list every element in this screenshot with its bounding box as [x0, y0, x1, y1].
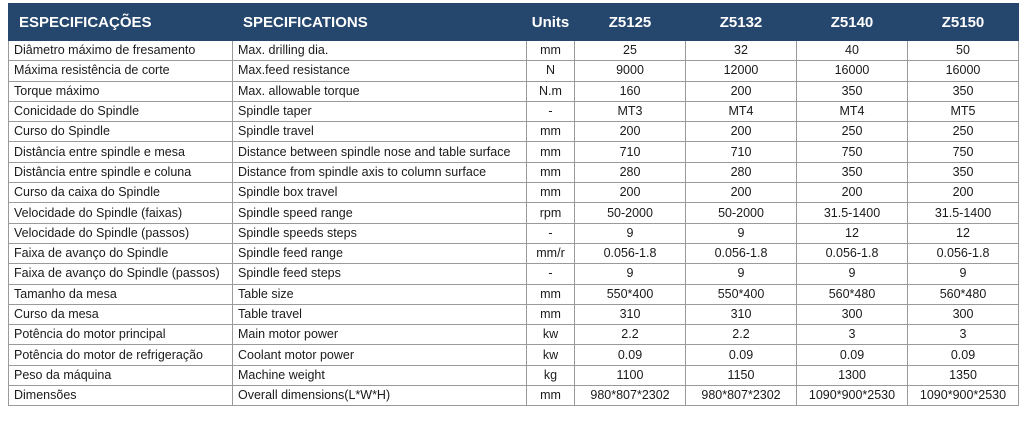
cell-en: Spindle box travel: [233, 183, 527, 203]
cell-unit: N.m: [527, 81, 575, 101]
table-row: [9, 81, 1019, 101]
cell-z5125: 160: [575, 81, 686, 101]
table-row: [9, 61, 1019, 81]
cell-z5150: 3: [908, 325, 1019, 345]
cell-en: Spindle speeds steps: [233, 223, 527, 243]
cell-pt: Torque máximo: [9, 81, 233, 101]
table-row: [9, 162, 1019, 182]
table-row: [9, 345, 1019, 365]
cell-en: Coolant motor power: [233, 345, 527, 365]
cell-en: Max. drilling dia.: [233, 41, 527, 61]
cell-unit: mm: [527, 284, 575, 304]
cell-pt: Velocidade do Spindle (passos): [9, 223, 233, 243]
cell-unit: N: [527, 61, 575, 81]
table-row: [9, 386, 1019, 406]
cell-z5140: 0.056-1.8: [797, 243, 908, 263]
cell-z5125: 980*807*2302: [575, 386, 686, 406]
cell-z5132: 0.056-1.8: [686, 243, 797, 263]
cell-z5125: 9: [575, 223, 686, 243]
cell-en: Main motor power: [233, 325, 527, 345]
cell-z5150: 0.09: [908, 345, 1019, 365]
cell-z5132: 200: [686, 81, 797, 101]
cell-z5132: MT4: [686, 101, 797, 121]
cell-z5150: 300: [908, 304, 1019, 324]
cell-z5140: 31.5-1400: [797, 203, 908, 223]
cell-z5125: MT3: [575, 101, 686, 121]
cell-unit: -: [527, 264, 575, 284]
cell-z5140: 0.09: [797, 345, 908, 365]
cell-z5150: 16000: [908, 61, 1019, 81]
table-row: [9, 284, 1019, 304]
cell-unit: mm: [527, 41, 575, 61]
cell-pt: Faixa de avanço do Spindle: [9, 243, 233, 263]
cell-pt: Potência do motor de refrigeração: [9, 345, 233, 365]
cell-z5125: 0.09: [575, 345, 686, 365]
cell-z5140: 250: [797, 122, 908, 142]
table-row: [9, 203, 1019, 223]
cell-z5125: 1100: [575, 365, 686, 385]
cell-pt: Conicidade do Spindle: [9, 101, 233, 121]
cell-z5140: 40: [797, 41, 908, 61]
cell-z5140: 560*480: [797, 284, 908, 304]
cell-z5150: 31.5-1400: [908, 203, 1019, 223]
header-model-2: Z5132: [686, 4, 797, 41]
cell-pt: Curso da caixa do Spindle: [9, 183, 233, 203]
header-model-1: Z5125: [575, 4, 686, 41]
cell-unit: mm: [527, 162, 575, 182]
cell-en: Max.feed resistance: [233, 61, 527, 81]
cell-z5150: 1090*900*2530: [908, 386, 1019, 406]
cell-z5125: 200: [575, 122, 686, 142]
cell-unit: kg: [527, 365, 575, 385]
cell-z5132: 9: [686, 264, 797, 284]
cell-en: Spindle feed range: [233, 243, 527, 263]
cell-en: Spindle feed steps: [233, 264, 527, 284]
cell-unit: -: [527, 223, 575, 243]
cell-en: Spindle speed range: [233, 203, 527, 223]
cell-unit: mm/r: [527, 243, 575, 263]
cell-z5132: 32: [686, 41, 797, 61]
cell-unit: mm: [527, 304, 575, 324]
cell-z5150: 12: [908, 223, 1019, 243]
cell-z5132: 280: [686, 162, 797, 182]
cell-z5150: 350: [908, 81, 1019, 101]
cell-z5132: 200: [686, 183, 797, 203]
cell-z5140: 350: [797, 81, 908, 101]
cell-unit: kw: [527, 345, 575, 365]
cell-z5150: 200: [908, 183, 1019, 203]
cell-z5125: 310: [575, 304, 686, 324]
cell-pt: Máxima resistência de corte: [9, 61, 233, 81]
cell-z5125: 25: [575, 41, 686, 61]
cell-en: Max. allowable torque: [233, 81, 527, 101]
cell-z5150: 250: [908, 122, 1019, 142]
cell-z5150: 0.056-1.8: [908, 243, 1019, 263]
table-row: [9, 304, 1019, 324]
table-row: [9, 101, 1019, 121]
spec-table: [8, 3, 1019, 406]
cell-z5132: 710: [686, 142, 797, 162]
cell-z5140: 350: [797, 162, 908, 182]
cell-z5150: 750: [908, 142, 1019, 162]
cell-unit: mm: [527, 183, 575, 203]
cell-z5132: 550*400: [686, 284, 797, 304]
cell-z5150: 350: [908, 162, 1019, 182]
cell-en: Overall dimensions(L*W*H): [233, 386, 527, 406]
cell-z5132: 50-2000: [686, 203, 797, 223]
cell-pt: Faixa de avanço do Spindle (passos): [9, 264, 233, 284]
cell-z5132: 980*807*2302: [686, 386, 797, 406]
cell-pt: Distância entre spindle e coluna: [9, 162, 233, 182]
table-row: [9, 365, 1019, 385]
table-row: [9, 122, 1019, 142]
cell-en: Table travel: [233, 304, 527, 324]
cell-unit: mm: [527, 142, 575, 162]
cell-z5132: 9: [686, 223, 797, 243]
cell-pt: Velocidade do Spindle (faixas): [9, 203, 233, 223]
cell-z5150: MT5: [908, 101, 1019, 121]
cell-z5125: 710: [575, 142, 686, 162]
cell-z5140: 12: [797, 223, 908, 243]
header-units: Units: [527, 4, 575, 41]
cell-unit: mm: [527, 386, 575, 406]
header-pt: ESPECIFICAÇÕES: [9, 4, 233, 41]
cell-z5140: 300: [797, 304, 908, 324]
cell-en: Machine weight: [233, 365, 527, 385]
cell-z5140: 200: [797, 183, 908, 203]
cell-pt: Curso da mesa: [9, 304, 233, 324]
cell-z5125: 9: [575, 264, 686, 284]
cell-z5140: 9: [797, 264, 908, 284]
cell-z5150: 560*480: [908, 284, 1019, 304]
cell-pt: Tamanho da mesa: [9, 284, 233, 304]
cell-pt: Distância entre spindle e mesa: [9, 142, 233, 162]
cell-z5125: 0.056-1.8: [575, 243, 686, 263]
cell-z5132: 0.09: [686, 345, 797, 365]
cell-pt: Diâmetro máximo de fresamento: [9, 41, 233, 61]
cell-unit: -: [527, 101, 575, 121]
table-row: [9, 41, 1019, 61]
cell-z5140: 750: [797, 142, 908, 162]
header-row: [9, 4, 1019, 41]
cell-z5125: 550*400: [575, 284, 686, 304]
cell-z5125: 50-2000: [575, 203, 686, 223]
table-row: [9, 243, 1019, 263]
table-body: [9, 41, 1019, 406]
cell-z5132: 200: [686, 122, 797, 142]
cell-en: Distance from spindle axis to column surface: [233, 162, 527, 182]
cell-z5125: 200: [575, 183, 686, 203]
header-en: SPECIFICATIONS: [233, 4, 527, 41]
cell-z5125: 280: [575, 162, 686, 182]
table-row: [9, 223, 1019, 243]
cell-en: Table size: [233, 284, 527, 304]
cell-unit: kw: [527, 325, 575, 345]
cell-z5132: 310: [686, 304, 797, 324]
header-model-4: Z5150: [908, 4, 1019, 41]
cell-pt: Potência do motor principal: [9, 325, 233, 345]
cell-z5140: 1300: [797, 365, 908, 385]
spec-table-container: [8, 3, 1018, 406]
cell-en: Spindle taper: [233, 101, 527, 121]
cell-z5150: 9: [908, 264, 1019, 284]
cell-z5150: 50: [908, 41, 1019, 61]
cell-z5150: 1350: [908, 365, 1019, 385]
table-row: [9, 183, 1019, 203]
header-model-3: Z5140: [797, 4, 908, 41]
cell-z5125: 2.2: [575, 325, 686, 345]
cell-z5140: 16000: [797, 61, 908, 81]
cell-en: Spindle travel: [233, 122, 527, 142]
cell-z5132: 1150: [686, 365, 797, 385]
cell-unit: rpm: [527, 203, 575, 223]
cell-unit: mm: [527, 122, 575, 142]
table-row: [9, 264, 1019, 284]
cell-z5140: MT4: [797, 101, 908, 121]
cell-pt: Dimensões: [9, 386, 233, 406]
cell-z5140: 1090*900*2530: [797, 386, 908, 406]
table-row: [9, 325, 1019, 345]
table-header: [9, 4, 1019, 41]
cell-z5132: 2.2: [686, 325, 797, 345]
cell-pt: Curso do Spindle: [9, 122, 233, 142]
cell-pt: Peso da máquina: [9, 365, 233, 385]
cell-z5140: 3: [797, 325, 908, 345]
table-row: [9, 142, 1019, 162]
cell-en: Distance between spindle nose and table surface: [233, 142, 527, 162]
cell-z5132: 12000: [686, 61, 797, 81]
cell-z5125: 9000: [575, 61, 686, 81]
